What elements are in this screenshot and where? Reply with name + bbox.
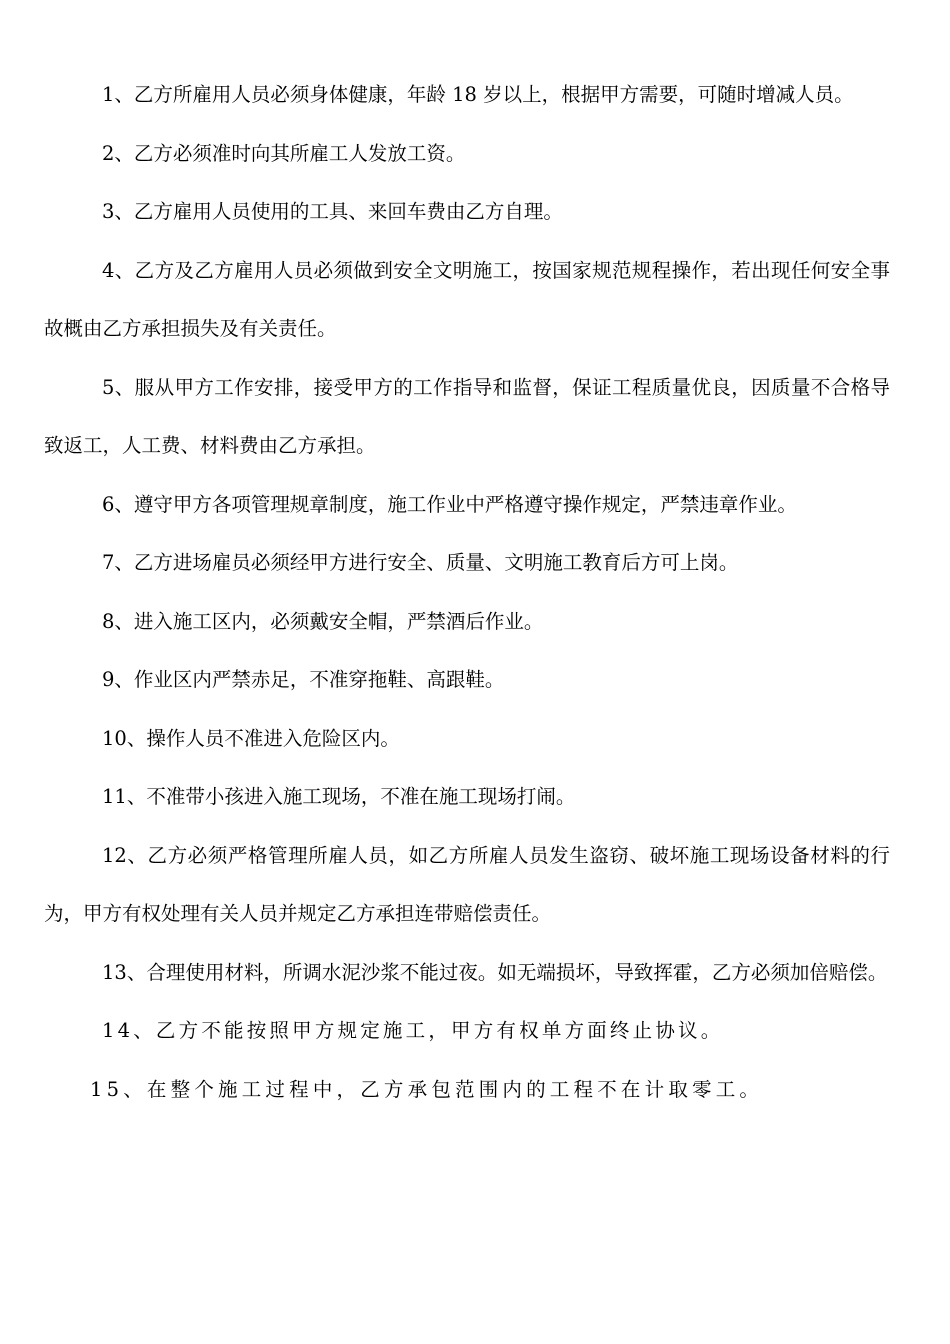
clause-10: 10、操作人员不准进入危险区内。 (102, 726, 400, 750)
clause-5: 5、服从甲方工作安排，接受甲方的工作指导和监督，保证工程质量优良，因质量不合格导致返工，人工费、材料费由乙方承担。 (44, 375, 890, 457)
clause-15: 15、在整个施工过程中，乙方承包范围内的工程不在计取零工。 (90, 1077, 764, 1101)
clause-8: 8、进入施工区内，必须戴安全帽，严禁酒后作业。 (102, 609, 544, 633)
clause-14: 14、乙方不能按照甲方规定施工，甲方有权单方面终止协议。 (102, 1019, 724, 1042)
clause-4: 4、乙方及乙方雇用人员必须做到安全文明施工，按国家规范规程操作，若出现任何安全事故概由乙方承担损失及有关责任。 (44, 258, 890, 340)
clause-12: 12、乙方必须严格管理所雇人员，如乙方所雇人员发生盗窃、破坏施工现场设备材料的行为，甲方有权处理有关人员并规定乙方承担连带赔偿责任。 (44, 843, 890, 925)
clause-1: 1、乙方所雇用人员必须身体健康，年龄 18 岁以上，根据甲方需要，可随时增减人员。 (102, 83, 854, 106)
clause-3: 3、乙方雇用人员使用的工具、来回车费由乙方自理。 (102, 200, 563, 223)
clause-list (44, 66, 890, 1119)
clause-9: 9、作业区内严禁赤足，不准穿拖鞋、高跟鞋。 (102, 668, 505, 691)
clause-6: 6、遵守甲方各项管理规章制度，施工作业中严格遵守操作规定，严禁违章作业。 (102, 492, 797, 516)
clause-7: 7、乙方进场雇员必须经甲方进行安全、质量、文明施工教育后方可上岗。 (102, 551, 739, 574)
clause-11: 11、不准带小孩进入施工现场，不准在施工现场打闹。 (102, 785, 576, 808)
clause-13: 13、合理使用材料，所调水泥沙浆不能过夜。如无端损坏，导致挥霍，乙方必须加倍赔偿。 (102, 960, 888, 984)
clause-2: 2、乙方必须准时向其所雇工人发放工资。 (102, 141, 466, 165)
